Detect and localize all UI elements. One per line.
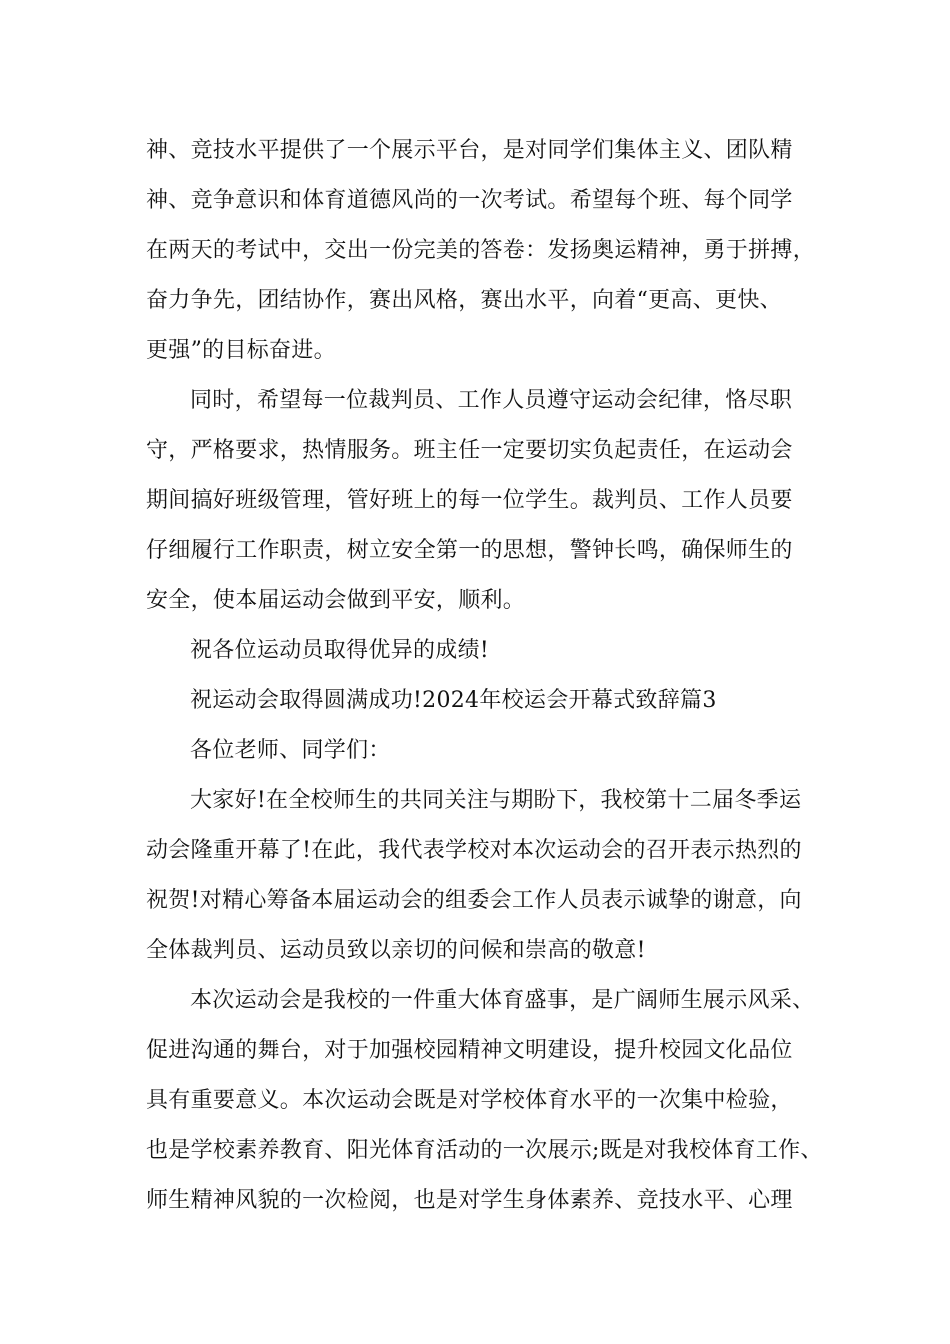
text-line: 也是学校素养教育、阳光体育活动的一次展示;既是对我校体育工作、	[146, 1138, 823, 1163]
text-line: 全体裁判员、运动员致以亲切的问候和崇高的敬意!	[146, 938, 646, 963]
salutation: 各位老师、同学们：	[190, 738, 391, 763]
paragraph-first-line: 同时，希望每一位裁判员、工作人员遵守运动会纪律，恪尽职	[190, 388, 793, 413]
paragraph-first-line: 祝各位运动员取得优异的成绩!	[190, 638, 490, 663]
text-line: 祝贺!对精心筹备本届运动会的组委会工作人员表示诚挚的谢意，向	[146, 888, 802, 913]
section-heading: 祝运动会取得圆满成功!2024年校运会开幕式致辞篇3	[190, 688, 717, 713]
text-line: 动会隆重开幕了!在此，我代表学校对本次运动会的召开表示热烈的	[146, 838, 802, 863]
text-line: 神、竞技水平提供了一个展示平台，是对同学们集体主义、团队精	[146, 138, 793, 163]
text-line: 期间搞好班级管理，管好班上的每一位学生。裁判员、工作人员要	[146, 488, 793, 513]
paragraph-first-line: 大家好!在全校师生的共同关注与期盼下，我校第十二届冬季运	[190, 788, 802, 813]
text-line: 安全，使本届运动会做到平安，顺利。	[146, 588, 526, 613]
text-line: 奋力争先，团结协作，赛出风格，赛出水平，向着“更高、更快、	[146, 288, 782, 313]
text-line: 促进沟通的舞台，对于加强校园精神文明建设，提升校园文化品位	[146, 1038, 793, 1063]
text-line: 具有重要意义。本次运动会既是对学校体育水平的一次集中检验，	[146, 1088, 793, 1113]
text-line: 神、竞争意识和体育道德风尚的一次考试。希望每个班、每个同学	[146, 188, 793, 213]
paragraph-first-line: 本次运动会是我校的一件重大体育盛事，是广阔师生展示风采、	[190, 988, 815, 1013]
text-line: 守，严格要求，热情服务。班主任一定要切实负起责任，在运动会	[146, 438, 793, 463]
text-line: 师生精神风貌的一次检阅，也是对学生身体素养、竞技水平、心理	[146, 1188, 793, 1213]
text-line: 更强”的目标奋进。	[146, 338, 336, 363]
text-line: 仔细履行工作职责，树立安全第一的思想，警钟长鸣，确保师生的	[146, 538, 793, 563]
text-line: 在两天的考试中，交出一份完美的答卷：发扬奥运精神，勇于拼搏，	[146, 238, 816, 263]
